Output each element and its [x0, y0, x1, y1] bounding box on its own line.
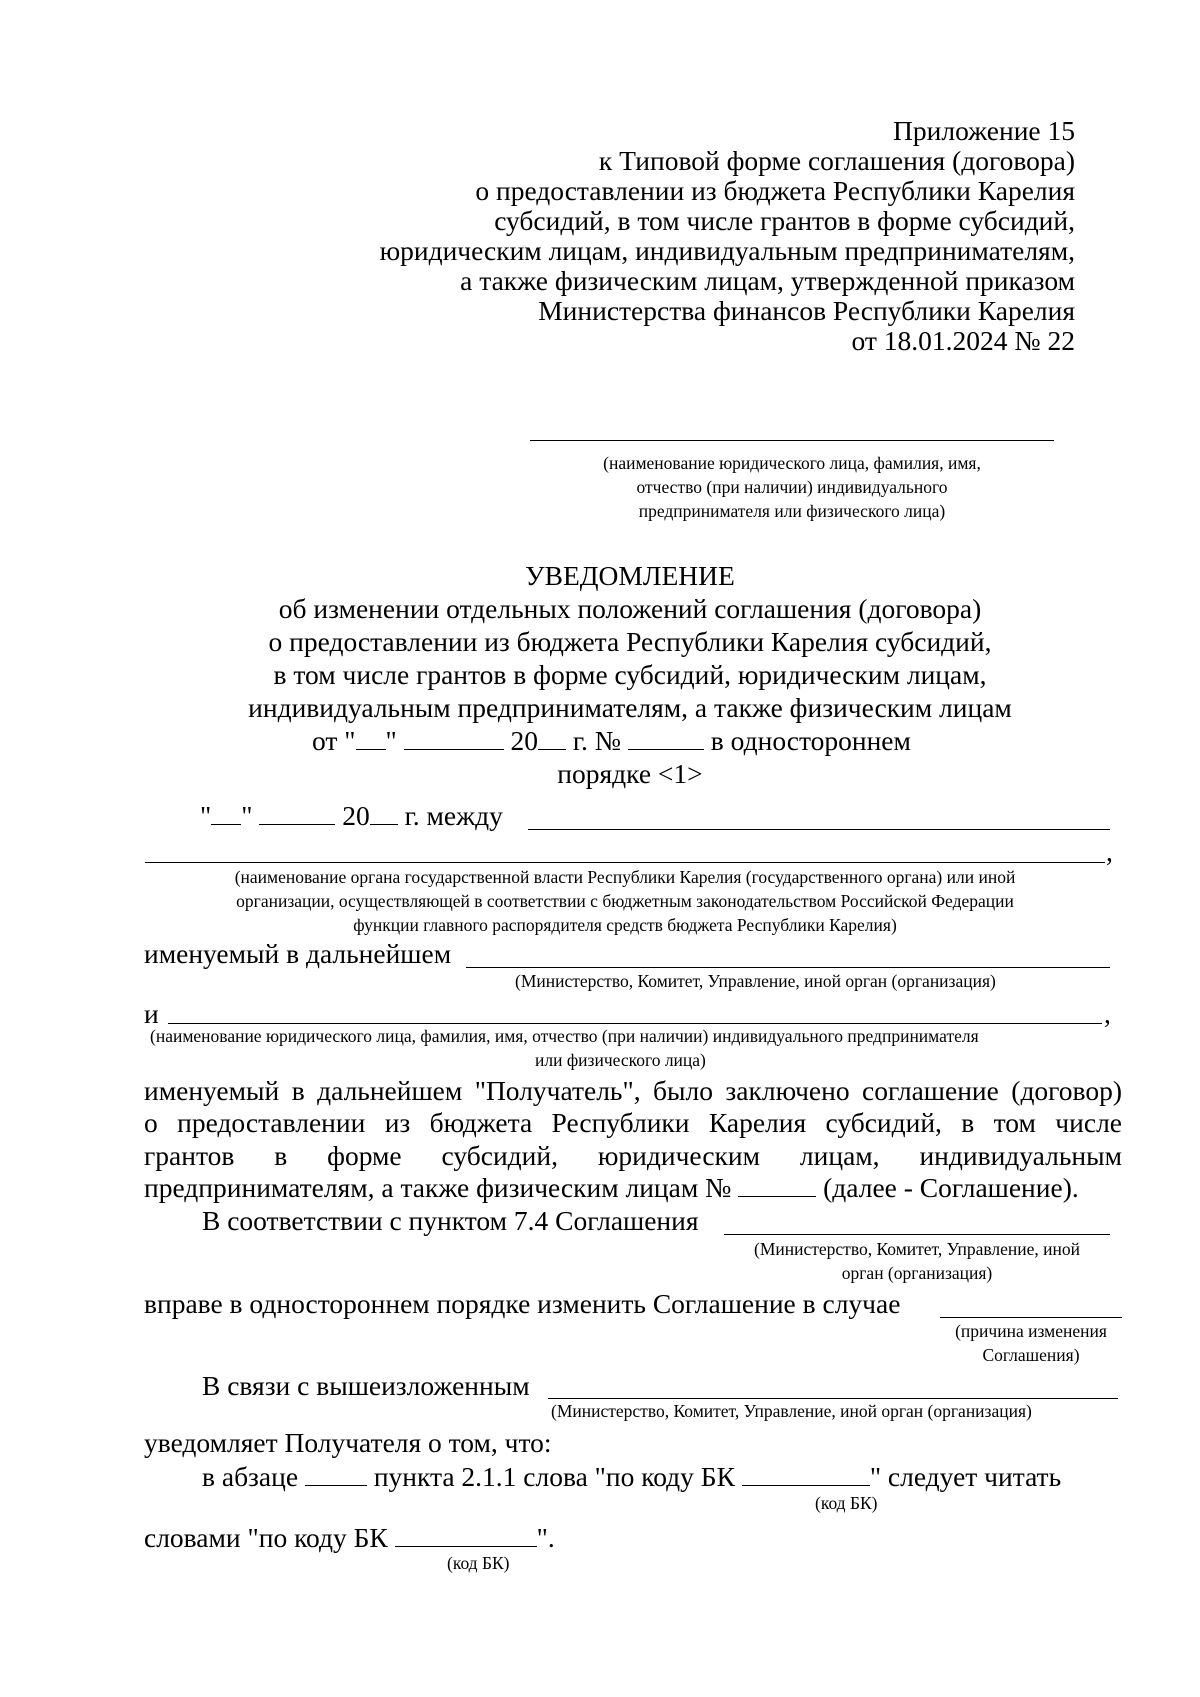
ministry-caption: орган (организация)	[841, 1263, 993, 1283]
kbk-caption: (код БК)	[447, 1553, 510, 1573]
header-line: юридическим лицам, индивидуальным предпринимателям,	[379, 235, 1075, 266]
authority-blank	[528, 829, 1110, 830]
addressee-caption: предпринимателя или физического лица)	[638, 501, 946, 521]
paragraph-line: предпринимателям, а также физическим лицам № (далее - Соглашение).	[144, 1172, 1079, 1203]
month-blank	[259, 801, 335, 825]
paragraph-change-line: в абзаце пункта 2.1.1 слова "по коду БК " следует читать	[202, 1461, 1062, 1492]
recipient-blank	[168, 1023, 1102, 1024]
header-line: а также физическим лицам, утвержденной приказом	[460, 265, 1075, 296]
paragraph-line: о предоставлении из бюджета Республики Карелия субсидий, в том числе	[144, 1107, 1122, 1138]
new-kbk-line: словами "по коду БК ".	[144, 1522, 555, 1553]
addressee-caption: (наименование юридического лица, фамилия, имя,	[603, 453, 981, 473]
title-line: порядке <1>	[557, 758, 703, 789]
day-blank	[356, 726, 386, 750]
and-word: и	[144, 998, 159, 1029]
title-line: в том числе грантов в форме субсидий, юридическим лицам,	[273, 659, 987, 690]
year-blank	[538, 726, 566, 750]
title-line: о предоставлении из бюджета Республики Карелия субсидий,	[268, 626, 992, 657]
reason-caption: (причина изменения	[955, 1321, 1107, 1341]
paragraph-number-blank	[305, 1462, 367, 1486]
paragraph-line: именуемый в дальнейшем "Получатель", было заключено соглашение (договор)	[144, 1075, 1122, 1106]
referred-as: именуемый в дальнейшем	[144, 938, 452, 969]
authority-caption: организации, осуществляющей в соответствии с бюджетным законодательством Российской Федерации	[236, 891, 1014, 911]
header-line: субсидий, в том числе грантов в форме субсидий,	[494, 205, 1075, 236]
ministry-blank	[724, 1234, 1110, 1235]
unilateral-change: вправе в одностороннем порядке изменить Соглашение в случае	[144, 1288, 901, 1319]
notifies-line: уведомляет Получателя о том, что:	[144, 1427, 552, 1458]
reason-blank	[940, 1317, 1122, 1318]
ministry-caption: (Министерство, Комитет, Управление, иной орган (организация)	[551, 1401, 1032, 1421]
ministry-blank	[466, 967, 1110, 968]
day-blank	[211, 801, 241, 825]
ministry-blank	[548, 1398, 1118, 1399]
header-line: к Типовой форме соглашения (договора)	[598, 145, 1075, 176]
ministry-caption: (Министерство, Комитет, Управление, иной орган (организация)	[515, 971, 996, 991]
month-blank	[404, 726, 504, 750]
comma: ,	[1106, 836, 1113, 867]
recipient-caption: или физического лица)	[535, 1050, 706, 1070]
addressee-caption: отчество (при наличии) индивидуального	[636, 477, 948, 497]
agreement-date-line: " " 20 г. между	[200, 800, 503, 831]
authority-caption: функции главного распорядителя средств бюджета Республики Карелия)	[353, 915, 897, 935]
title-line: индивидуальным предпринимателям, а также физическим лицам	[248, 692, 1012, 723]
recipient-caption: (наименование юридического лица, фамилия, имя, отчество (при наличии) индивидуального предпринимателя	[150, 1026, 979, 1046]
reason-caption: Соглашения)	[982, 1345, 1080, 1365]
ministry-caption: (Министерство, Комитет, Управление, иной	[754, 1239, 1080, 1259]
authority-caption: (наименование органа государственной власти Республики Карелия (государственного органа) или иной	[234, 867, 1016, 887]
paragraph-line: грантов в форме субсидий, юридическим лицам, индивидуальным	[144, 1140, 1122, 1171]
new-kbk-blank	[395, 1523, 537, 1547]
title-line: об изменении отдельных положений соглашения (договора)	[278, 593, 982, 624]
year-blank	[370, 801, 398, 825]
kbk-caption: (код БК)	[815, 1493, 878, 1513]
number-blank	[628, 726, 704, 750]
agreement-number-blank	[738, 1173, 816, 1197]
comma: ,	[1104, 998, 1111, 1029]
title-date-line: от " " 20 г. № в одностороннем	[312, 725, 911, 756]
authority-blank-2	[145, 862, 1105, 863]
document-title: УВЕДОМЛЕНИЕ	[525, 560, 735, 591]
appendix-number: Приложение 15	[893, 115, 1075, 146]
clause-reference: В соответствии с пунктом 7.4 Соглашения	[202, 1205, 699, 1236]
order-date-number: от 18.01.2024 № 22	[851, 325, 1075, 356]
header-line: Министерства финансов Республики Карелия	[538, 295, 1075, 326]
header-line: о предоставлении из бюджета Республики Карелия	[475, 175, 1075, 206]
addressee-blank	[530, 440, 1054, 441]
old-kbk-blank	[742, 1462, 870, 1486]
in-connection: В связи с вышеизложенным	[202, 1370, 530, 1401]
